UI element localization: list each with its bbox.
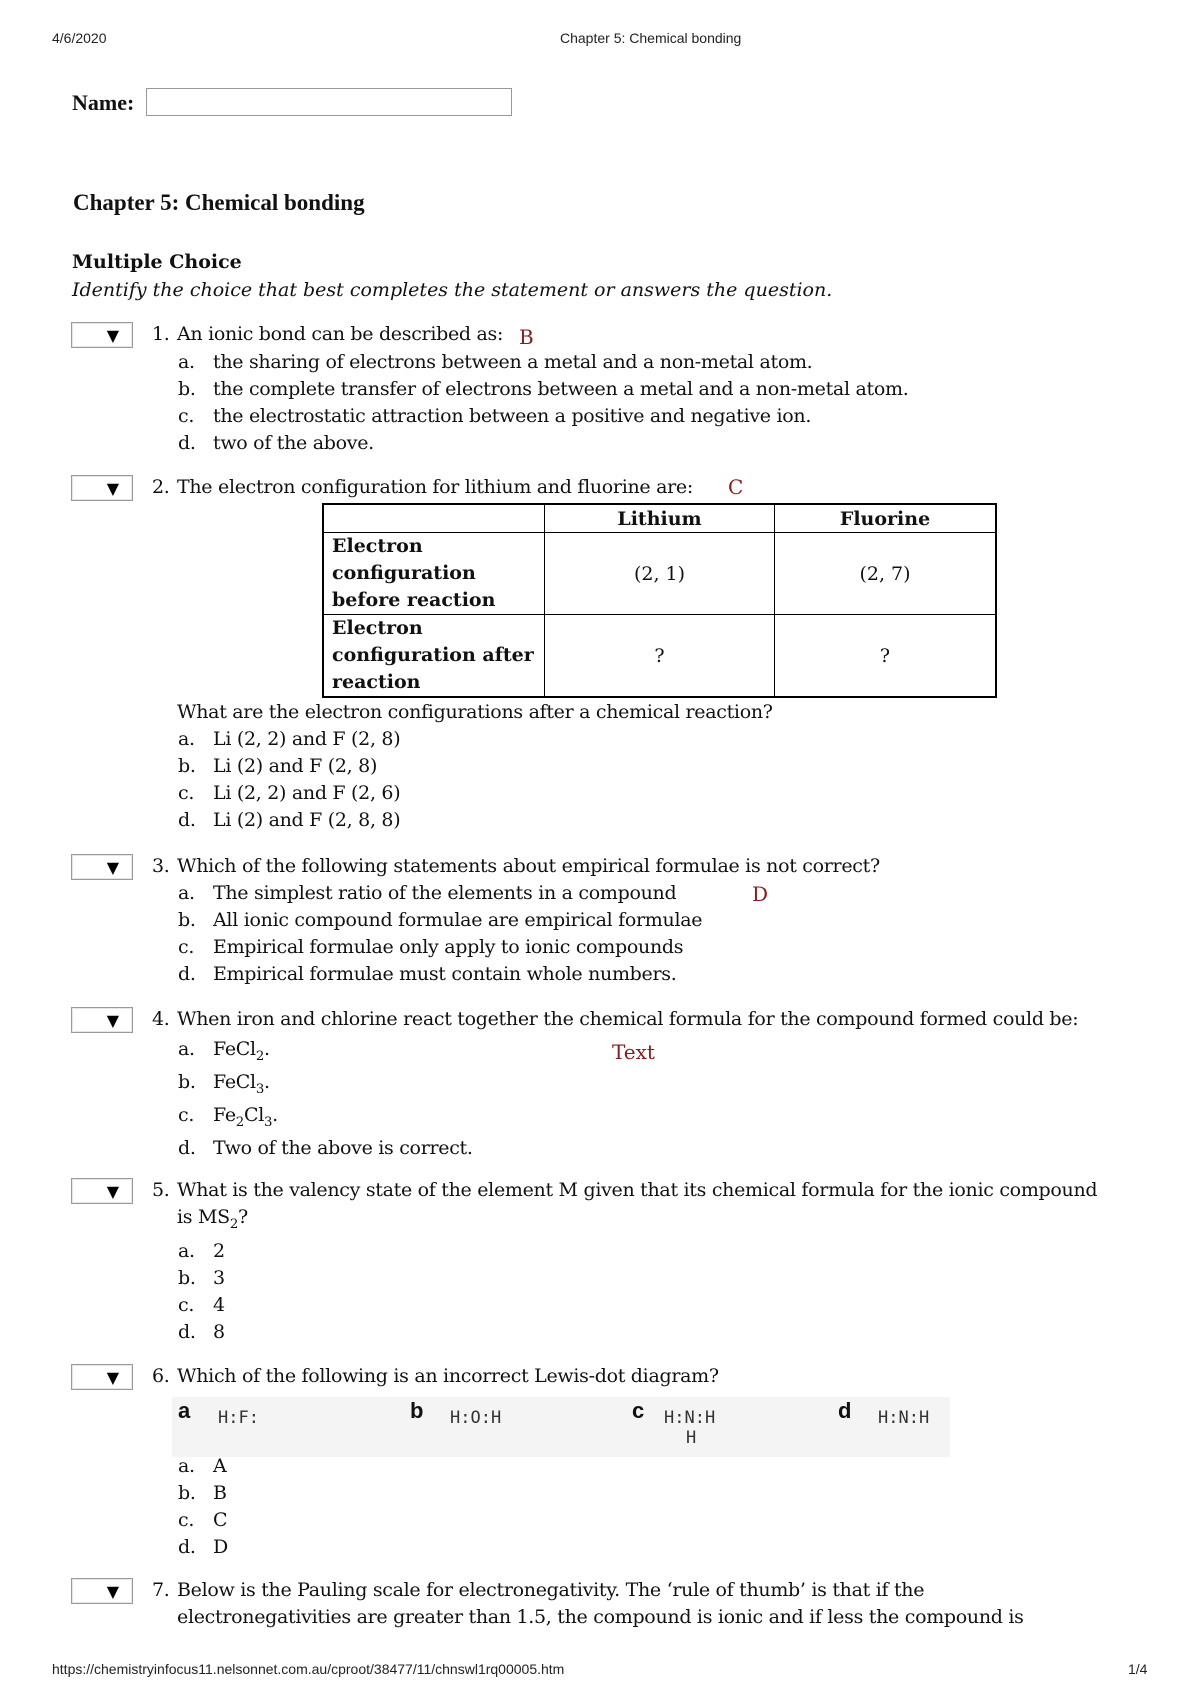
page-url: https://chemistryinfocus11.nelsonnet.com.au/cproot/38477/11/chnswl1rq00005.htm [52,1661,565,1677]
lewis-diagram-b: H:O:H [450,1408,502,1428]
q3-opt-b-letter: b. [178,909,196,931]
q1-handwritten-answer: B [519,325,534,349]
chevron-down-icon: ▼ [106,1182,119,1201]
q2-opt-b: Li (2) and F (2, 8) [213,755,378,777]
lewis-label-c: c [632,1398,645,1423]
q6-opt-a: A [213,1455,227,1477]
q5-answer-dropdown[interactable] [71,1178,133,1204]
q5-opt-a-letter: a. [178,1240,195,1262]
chevron-down-icon: ▼ [106,858,119,877]
q1-opt-c: the electrostatic attraction between a positive and negative ion. [213,405,812,427]
electron-config-table [322,503,997,698]
q4-opt-b-letter: b. [178,1071,196,1093]
q4-opt-a-letter: a. [178,1038,195,1060]
q3-opt-c-letter: c. [178,936,195,958]
q1-answer-dropdown[interactable] [71,322,133,348]
section-instructions: Identify the choice that best completes the statement or answers the question. [72,279,833,301]
lewis-diagram-d: H:N:H [878,1408,930,1428]
q7-answer-dropdown[interactable] [71,1578,133,1604]
q2-opt-a: Li (2, 2) and F (2, 8) [213,728,401,750]
table-row-label-after: Electron configuration after reaction [323,615,545,698]
q6-opt-b-letter: b. [178,1482,196,1504]
q2-opt-a-letter: a. [178,728,195,750]
q2-opt-c-letter: c. [178,782,195,804]
chevron-down-icon: ▼ [106,1368,119,1387]
q1-opt-b-letter: b. [178,378,196,400]
q6-opt-c: C [213,1509,228,1531]
lewis-diagram-c-below: H [686,1428,697,1448]
q1-opt-a: the sharing of electrons between a metal and a non-metal atom. [213,351,813,373]
q2-opt-b-letter: b. [178,755,196,777]
q4-opt-c-letter: c. [178,1104,195,1126]
q3-opt-a-letter: a. [178,882,195,904]
q7-text-line2: electronegativities are greater than 1.5, the compound is ionic and if less the compound is [177,1606,1024,1628]
q1-opt-d-letter: d. [178,432,196,454]
q3-handwritten-answer: D [752,882,769,906]
name-label: Name: [72,90,135,115]
q5-opt-c-letter: c. [178,1294,195,1316]
q3-answer-dropdown[interactable] [71,854,133,880]
q3-opt-c: Empirical formulae only apply to ionic compounds [213,936,684,958]
q1-opt-d: two of the above. [213,432,374,454]
q5-text-line2: is $MS_2$? [177,1206,248,1232]
q5-text-line1: What is the valency state of the element M given that its chemical formula for the ionic compound [177,1179,1098,1201]
q2-followup: What are the electron configurations after a chemical reaction? [177,701,773,723]
q6-opt-c-letter: c. [178,1509,195,1531]
q3-opt-d: Empirical formulae must contain whole numbers. [213,963,677,985]
q1-number: 1. [152,323,170,345]
lewis-label-a: a [178,1398,191,1423]
q6-opt-b: B [213,1482,227,1504]
q5-opt-b: 3 [213,1267,225,1289]
q6-text: Which of the following is an incorrect Lewis-dot diagram? [177,1365,719,1387]
q3-opt-b: All ionic compound formulae are empirical formulae [213,909,703,931]
q4-opt-b: FeCl$_3$. [213,1071,270,1097]
table-cell: (2, 1) [545,533,775,615]
q3-number: 3. [152,855,170,877]
q2-handwritten-answer: C [728,475,744,499]
table-corner [323,504,545,533]
q2-opt-c: Li (2, 2) and F (2, 6) [213,782,401,804]
table-cell: ? [545,615,775,698]
print-title: Chapter 5: Chemical bonding [560,30,742,46]
q4-handwritten-answer: Text [612,1040,655,1064]
q4-opt-c: $Fe_2Cl_3$. [213,1104,278,1130]
q7-number: 7. [152,1579,170,1601]
print-date: 4/6/2020 [52,30,107,46]
q4-number: 4. [152,1008,170,1030]
q4-text: When iron and chlorine react together the chemical formula for the compound formed could be: [177,1008,1079,1030]
q5-opt-a: 2 [213,1240,225,1262]
q5-opt-d-letter: d. [178,1321,196,1343]
q1-opt-b: the complete transfer of electrons between a metal and a non-metal atom. [213,378,909,400]
q2-number: 2. [152,476,170,498]
table-cell: ? [775,615,997,698]
q3-opt-a: The simplest ratio of the elements in a compound [213,882,677,904]
q6-opt-d-letter: d. [178,1536,196,1558]
table-header-lithium: Lithium [545,504,775,533]
q4-answer-dropdown[interactable] [71,1007,133,1033]
lewis-diagram-panel [172,1397,950,1457]
q4-opt-d: Two of the above is correct. [213,1137,473,1159]
lewis-diagram-c: H:N:H [664,1408,716,1428]
chevron-down-icon: ▼ [106,1011,119,1030]
q6-number: 6. [152,1365,170,1387]
lewis-label-b: b [410,1398,424,1423]
q5-opt-d: 8 [213,1321,225,1343]
q3-text: Which of the following statements about empirical formulae is not correct? [177,855,880,877]
q2-opt-d: Li (2) and F (2, 8, 8) [213,809,401,831]
q5-opt-b-letter: b. [178,1267,196,1289]
name-input[interactable] [146,88,512,116]
chevron-down-icon: ▼ [106,326,119,345]
chevron-down-icon: ▼ [106,1582,119,1601]
q5-opt-c: 4 [213,1294,225,1316]
q5-number: 5. [152,1179,170,1201]
lewis-diagram-a: H:F: [218,1408,259,1428]
table-row-label-before: Electron configuration before reaction [323,533,545,615]
table-cell: (2, 7) [775,533,997,615]
section-heading: Multiple Choice [72,251,242,273]
q2-opt-d-letter: d. [178,809,196,831]
q1-text: An ionic bond can be described as: [177,323,504,345]
q6-answer-dropdown[interactable] [71,1364,133,1390]
q4-opt-a: FeCl$_2$. [213,1038,270,1064]
q6-opt-a-letter: a. [178,1455,195,1477]
q2-answer-dropdown[interactable] [71,475,133,501]
q2-text: The electron configuration for lithium and fluorine are: [177,476,693,498]
q3-opt-d-letter: d. [178,963,196,985]
chevron-down-icon: ▼ [106,479,119,498]
q1-opt-c-letter: c. [178,405,195,427]
q7-text-line1: Below is the Pauling scale for electronegativity. The ‘rule of thumb’ is that if the [177,1579,925,1601]
page-title: Chapter 5: Chemical bonding [73,190,365,215]
page-number: 1/4 [1128,1661,1148,1677]
q6-opt-d: D [213,1536,228,1558]
lewis-label-d: d [838,1398,852,1423]
table-header-fluorine: Fluorine [775,504,997,533]
q4-opt-d-letter: d. [178,1137,196,1159]
q1-opt-a-letter: a. [178,351,195,373]
